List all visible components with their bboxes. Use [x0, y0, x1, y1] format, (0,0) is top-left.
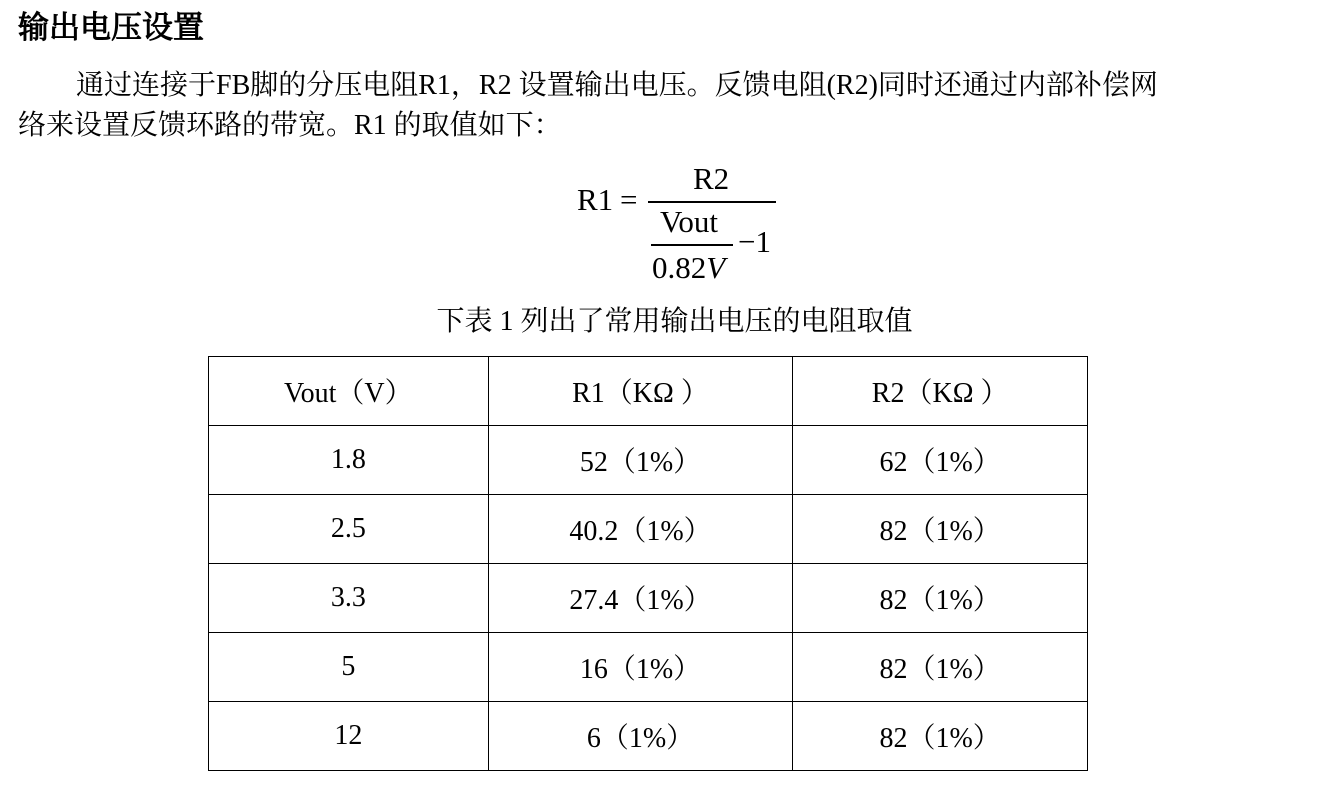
- table-row: [209, 495, 1088, 564]
- formula-numerator: R2: [693, 161, 730, 196]
- paragraph-line-2: 络来设置反馈环路的带宽。R1 的取值如下：: [18, 110, 562, 141]
- paragraph-line-1: 通过连接于FB脚的分压电阻R1，R2 设置输出电压。反馈电阻(R2)同时还通过内部补偿网: [76, 70, 1158, 101]
- r1-formula: [0, 0, 1321, 300]
- table-row: [209, 564, 1088, 633]
- cell-r2: 82（1%）: [793, 633, 1088, 702]
- cell-r2: 82（1%）: [793, 702, 1088, 771]
- cell-r1: 40.2（1%）: [488, 495, 793, 564]
- formula-minus-one: −1: [738, 224, 771, 259]
- table-header-row: [209, 357, 1088, 426]
- header-r2: R2（KΩ ）: [793, 357, 1088, 426]
- cell-vout: 2.5: [209, 495, 489, 564]
- formula-inner-fraction-bar: [651, 244, 733, 246]
- cell-r1: 52（1%）: [488, 426, 793, 495]
- formula-inner-numerator: Vout: [660, 204, 719, 239]
- cell-vout: 5: [209, 633, 489, 702]
- table-row: [209, 426, 1088, 495]
- resistor-values-table: [208, 356, 1088, 771]
- cell-vout: 1.8: [209, 426, 489, 495]
- formula-equals: =: [620, 182, 638, 217]
- table-row: [209, 702, 1088, 771]
- table-caption: 下表 1 列出了常用输出电压的电阻取值: [436, 306, 913, 337]
- table-row: [209, 633, 1088, 702]
- cell-r2: 82（1%）: [793, 495, 1088, 564]
- section-heading: 输出电压设置: [18, 10, 204, 46]
- cell-vout: 12: [209, 702, 489, 771]
- cell-r1: 16（1%）: [488, 633, 793, 702]
- cell-r1: 27.4（1%）: [488, 564, 793, 633]
- cell-r1: 6（1%）: [488, 702, 793, 771]
- formula-main-fraction-bar: [648, 201, 776, 203]
- cell-r2: 62（1%）: [793, 426, 1088, 495]
- cell-vout: 3.3: [209, 564, 489, 633]
- formula-lhs: R1: [577, 182, 614, 217]
- header-r1: R1（KΩ ）: [488, 357, 793, 426]
- cell-r2: 82（1%）: [793, 564, 1088, 633]
- header-vout: Vout（V）: [209, 357, 489, 426]
- formula-inner-denominator: 0.82V: [652, 250, 726, 285]
